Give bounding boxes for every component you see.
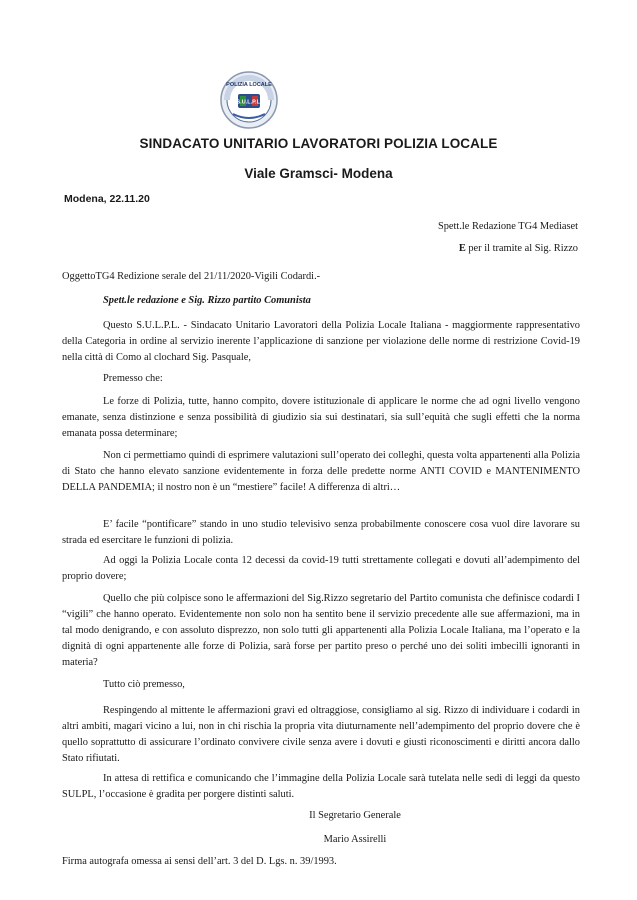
body-paragraph: Le forze di Polizia, tutte, hanno compito, dovere istituzionale di applicare le norme che ad ogni livello vengono emanate, senza distinzione e senza possibilità di giudizio sia sui destinatari, sia sull’equità che sugli effetti che la norma emanata possa determinare;	[62, 396, 580, 439]
body-paragraph: E’ facile “pontificare” stando in uno studio televisivo senza probabilmente conoscere cosa vuol dire lavorare su strada ed esercitare le funzioni di polizia.	[62, 519, 580, 546]
police-union-badge-icon	[219, 70, 279, 130]
body-paragraph: Tutto ciò premesso,	[103, 679, 185, 690]
place-and-date: Modena, 22.11.20	[64, 193, 150, 205]
signature-role: Il Segretario Generale	[309, 810, 401, 821]
svg-text:S.U.L.P.L.: S.U.L.P.L.	[236, 99, 262, 106]
body-paragraph: Respingendo al mittente le affermazioni gravi ed oltraggiose, consigliamo al sig. Rizzo di individuare i codardi in altri ambiti, magari vicino a lui, non in chi rischia la propria vita diuturnamente nell’adempimento del proprio dovere che è quello soprattutto di assicurare l’ordinato convivere civile senza avere i dovuti e giusti riconoscimenti e diritti ancora dallo Stato rifiutati.	[62, 705, 580, 764]
recipient-conjunction: E	[458, 243, 466, 254]
signature-name: Mario Assirelli	[323, 834, 387, 845]
body-paragraph: In attesa di rettifica e comunicando che l’immagine della Polizia Locale sarà tutelata nelle sedi di leggi da questo SULPL, l’occasione è gradita per porgere distinti saluti.	[62, 773, 580, 800]
organization-name: SINDACATO UNITARIO LAVORATORI POLIZIA LOCALE	[139, 136, 498, 151]
organization-address: Viale Gramsci- Modena	[244, 166, 393, 181]
body-paragraph: Ad oggi la Polizia Locale conta 12 decessi da covid-19 tutti strettamente collegati e dovuti all’adempimento del proprio dovere;	[62, 555, 580, 582]
footer-note: Firma autografa omessa ai sensi dell’art. 3 del D. Lgs. n. 39/1993.	[62, 856, 337, 867]
body-paragraph: Non ci permettiamo quindi di esprimere valutazioni sull’operato dei colleghi, questa volta appartenenti alla Polizia di Stato che hanno elevato sanzione evidentemente in forza delle predette norme ANTI COVID e MANTENIMENTO DELLA PANDEMIA; il nostro non è un “mestiere” facile! A differenza di altri…	[62, 450, 580, 493]
svg-text:POLIZIA LOCALE: POLIZIA LOCALE	[226, 82, 272, 88]
recipient-line-2-text: per il tramite al Sig. Rizzo	[465, 243, 578, 254]
subject-line: OggettoTG4 Redizione serale del 21/11/2020-Vigili Codardi.-	[62, 271, 321, 282]
body-paragraph: Quello che più colpisce sono le affermazioni del Sig.Rizzo segretario del Partito comunista che definisce codardi I “vigili” che hanno operato. Evidentemente non solo non ha sentito bene il servizio precedente alle sue affermazioni, ma in tal modo denigrando, e con assoluto disprezzo, non solo tutti gli appartenenti alla Polizia Locale Italiana, ma l’operato e la dignità di ogni appartenente alle forze di Polizia, sarà forse per partito preso o perché uno dei soliti imbecilli ignoranti in materia?	[62, 593, 580, 668]
body-paragraph: Premesso che:	[103, 373, 163, 384]
body-paragraph: Questo S.U.L.P.L. - Sindacato Unitario Lavoratori della Polizia Locale Italiana - maggiormente rappresentativo della Categoria in ordine al servizio inerente l’applicazione di sanzione per violazione delle norme di restrizione Covid-19 nella città di Como al clochard Sig. Pasquale,	[62, 320, 580, 363]
salutation: Spett.le redazione e Sig. Rizzo partito Comunista	[103, 295, 311, 306]
recipient-line-1: Spett.le Redazione TG4 Mediaset	[437, 221, 578, 232]
recipient-line-2	[300, 241, 578, 257]
